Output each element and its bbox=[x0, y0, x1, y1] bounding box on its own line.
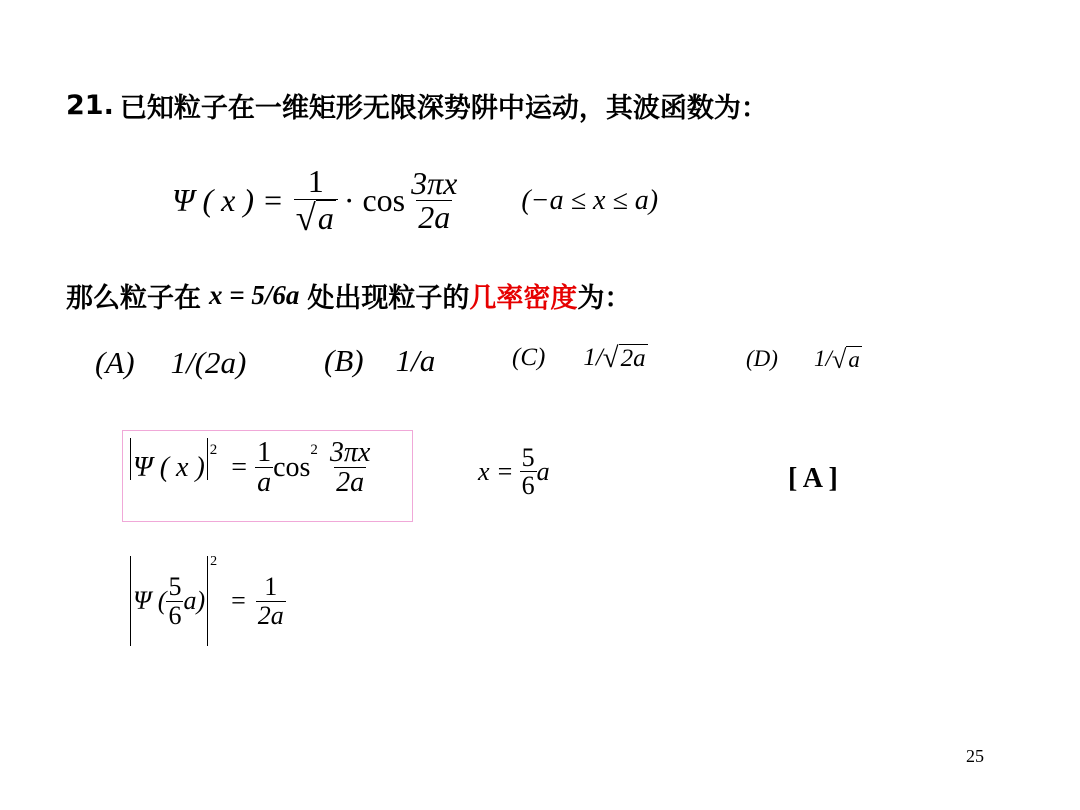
substituted-formula bbox=[128, 556, 286, 646]
result-denominator: 2a bbox=[257, 600, 284, 630]
abs-bar-left bbox=[130, 438, 131, 480]
problem-text: 已知粒子在一维矩形无限深势阱中运动，其波函数为： bbox=[119, 93, 768, 124]
result-fraction bbox=[256, 573, 286, 629]
sub-numerator: 5 bbox=[168, 572, 182, 602]
option-d-sqrt-body: a bbox=[848, 347, 860, 373]
domain: (−a ≤ x ≤ a) bbox=[521, 184, 659, 216]
power-2: 2 bbox=[210, 554, 218, 569]
sqrt-body: a bbox=[317, 200, 334, 237]
wavefunction-lhs: Ψ ( x ) = bbox=[172, 182, 284, 219]
density-f2-denominator: 2a bbox=[336, 467, 365, 499]
wavefunction-equation bbox=[172, 165, 658, 236]
equals-sign: = bbox=[231, 586, 246, 615]
sqrt-sign-icon: √ bbox=[602, 342, 619, 374]
cos-argument-fraction bbox=[409, 164, 459, 236]
option-d-prefix: 1/ bbox=[813, 346, 832, 372]
question-prefix: 那么粒子在 bbox=[66, 283, 201, 314]
cos-operator: · cos bbox=[343, 182, 406, 219]
question-position: x = 5/6a bbox=[209, 280, 300, 310]
option-c-sqrt-body: 2a bbox=[620, 345, 646, 373]
sub-psi: Ψ ( bbox=[133, 586, 167, 615]
cos-squared: cos bbox=[273, 451, 311, 483]
x-fraction-numerator: 5 bbox=[521, 443, 535, 472]
normalization-fraction bbox=[294, 165, 338, 236]
question-suffix: 为： bbox=[577, 283, 632, 314]
option-b-value: 1/a bbox=[395, 343, 436, 378]
abs-bar-left bbox=[130, 556, 131, 646]
cos-power-2: 2 bbox=[310, 442, 318, 458]
abs-bar-right bbox=[207, 556, 208, 646]
sqrt-sign-icon: √ bbox=[295, 196, 316, 238]
option-b-label: (B) bbox=[324, 343, 364, 378]
sqrt-sign-icon: √ bbox=[831, 344, 847, 374]
abs-bar-right bbox=[207, 438, 208, 480]
option-a-label: (A) bbox=[95, 345, 135, 380]
density-fraction-2 bbox=[328, 438, 372, 498]
page-number: 25 bbox=[966, 746, 984, 766]
option-d-label: (D) bbox=[746, 346, 778, 372]
cos-arg-denominator: 2a bbox=[418, 199, 451, 236]
x-fraction-denominator: 6 bbox=[521, 471, 535, 501]
power-2: 2 bbox=[209, 442, 218, 458]
option-a bbox=[95, 345, 246, 381]
sub-fraction bbox=[166, 573, 183, 629]
x-value-equation bbox=[478, 444, 550, 500]
question-middle: 处出现粒子的 bbox=[307, 283, 470, 314]
option-c-label: (C) bbox=[512, 344, 546, 372]
result-numerator: 1 bbox=[264, 572, 278, 602]
option-b bbox=[324, 343, 435, 379]
sub-a: a) bbox=[183, 586, 206, 615]
equals-sign: = bbox=[231, 451, 248, 483]
option-d bbox=[746, 346, 862, 372]
option-c bbox=[512, 344, 648, 373]
normalization-numerator: 1 bbox=[307, 163, 324, 199]
option-c-sqrt bbox=[603, 344, 648, 373]
option-a-value: 1/(2a) bbox=[170, 345, 247, 380]
cos-arg-numerator: 3πx bbox=[411, 164, 458, 201]
x-a: a bbox=[536, 456, 550, 486]
problem-statement bbox=[66, 86, 768, 125]
answer-bracket: [ A ] bbox=[788, 463, 838, 494]
option-d-sqrt bbox=[832, 346, 862, 372]
density-f1-numerator: 1 bbox=[257, 437, 272, 468]
problem-number: 21. bbox=[66, 90, 114, 121]
normalization-denominator bbox=[294, 196, 338, 238]
density-f2-numerator: 3πx bbox=[329, 437, 371, 468]
question-line bbox=[66, 276, 631, 315]
density-fraction-1 bbox=[255, 438, 273, 498]
x-fraction bbox=[520, 444, 537, 500]
question-highlight: 几率密度 bbox=[469, 283, 578, 314]
density-f1-denominator: a bbox=[257, 467, 272, 499]
sub-denominator: 6 bbox=[168, 600, 182, 630]
option-c-prefix: 1/ bbox=[583, 344, 603, 372]
density-lhs: Ψ ( x ) bbox=[133, 451, 205, 483]
density-formula bbox=[128, 438, 372, 498]
x-equals: x = bbox=[478, 456, 514, 486]
